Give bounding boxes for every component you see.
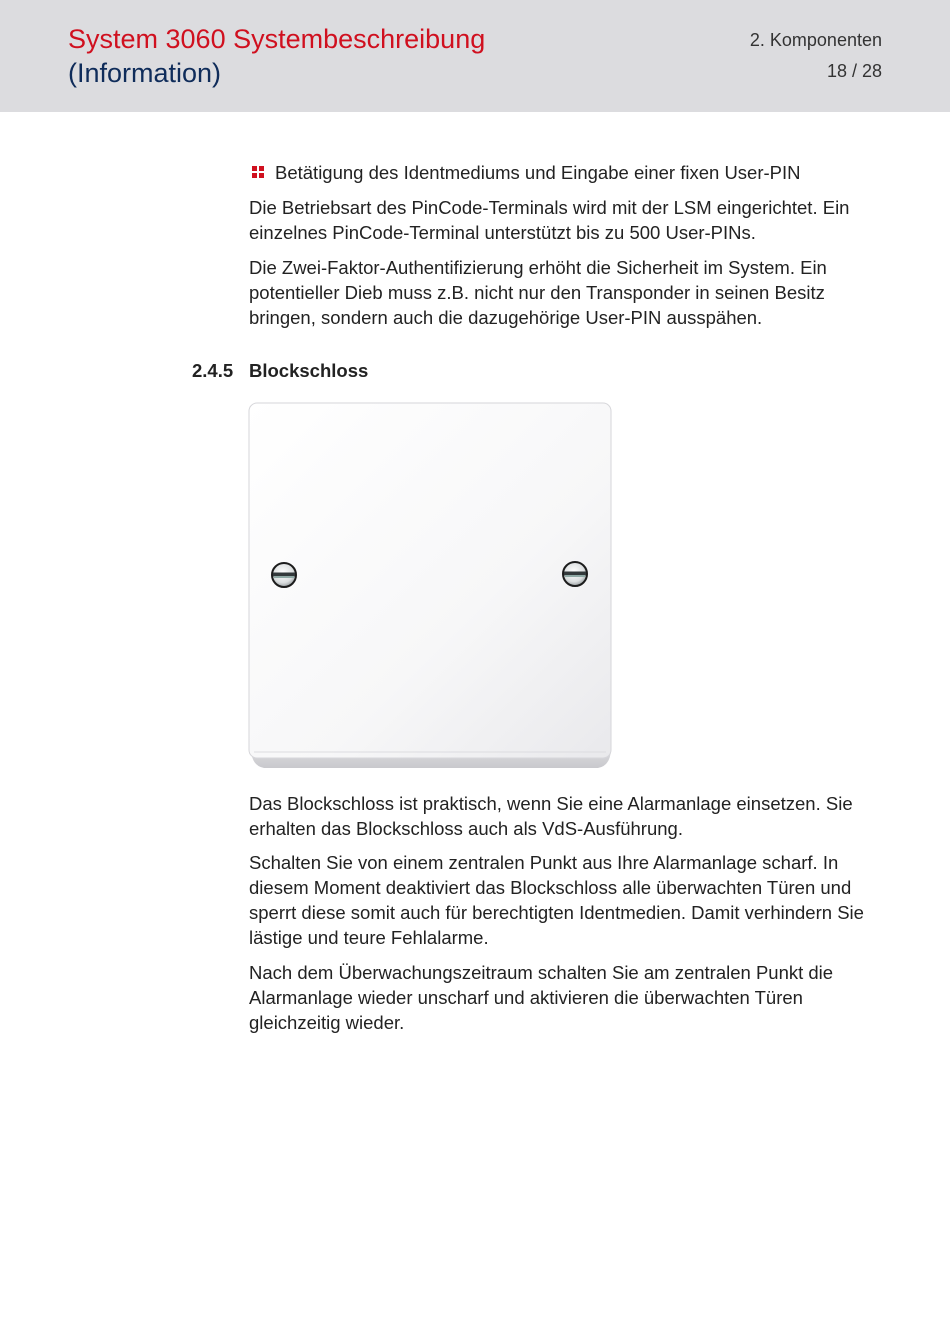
paragraph-alarm-disarming: Nach dem Überwachungszeitraum schalten Sie am zentralen Punkt die Alarmanlage wieder unscharf und aktivieren die überwachten Türen gleichzeitig wieder. (249, 962, 834, 1033)
paragraph-alarm-arming: Schalten Sie von einem zentralen Punkt aus Ihre Alarmanlage scharf. In diesem Moment deaktiviert das Blockschloss alle überwachten Türen und sperrt diese somit auch für berechtigten Identmedien. Damit verhindern Sie lästige und teure Fehlalarme. (249, 852, 864, 948)
document-subtitle: (Information) (68, 58, 222, 88)
paragraph-pincode-mode: Die Betriebsart des PinCode-Terminals wird mit der LSM eingerichtet. Ein einzelnes PinCode-Terminal unterstützt bis zu 500 User-PINs. (249, 197, 850, 243)
right-screw-icon (563, 562, 587, 586)
paragraph-blockschloss-intro: Das Blockschloss ist praktisch, wenn Sie eine Alarmanlage einsetzen. Sie erhalten das Blockschloss auch als VdS-Ausführung. (249, 793, 853, 839)
section-heading: Blockschloss (249, 360, 369, 381)
page-header (0, 0, 950, 112)
document-title: System 3060 Systembeschreibung (68, 24, 486, 54)
bullet-squares-icon (252, 166, 264, 178)
blockschloss-image (248, 400, 614, 772)
left-screw-icon (272, 563, 296, 587)
chapter-label: 2. Komponenten (749, 30, 882, 50)
bullet-item (252, 160, 801, 185)
section-number: 2.4.5 (192, 360, 234, 381)
page-number: 18 / 28 (826, 61, 882, 81)
paragraph-two-factor: Die Zwei-Faktor-Authentifizierung erhöht die Sicherheit im System. Ein potentieller Dieb muss z.B. nicht nur den Transponder in seinen Besitz bringen, sondern auch die dazugehörige User-PIN ausspähen. (249, 257, 827, 328)
bullet-text: Betätigung des Identmediums und Eingabe einer fixen User-PIN (275, 162, 801, 183)
